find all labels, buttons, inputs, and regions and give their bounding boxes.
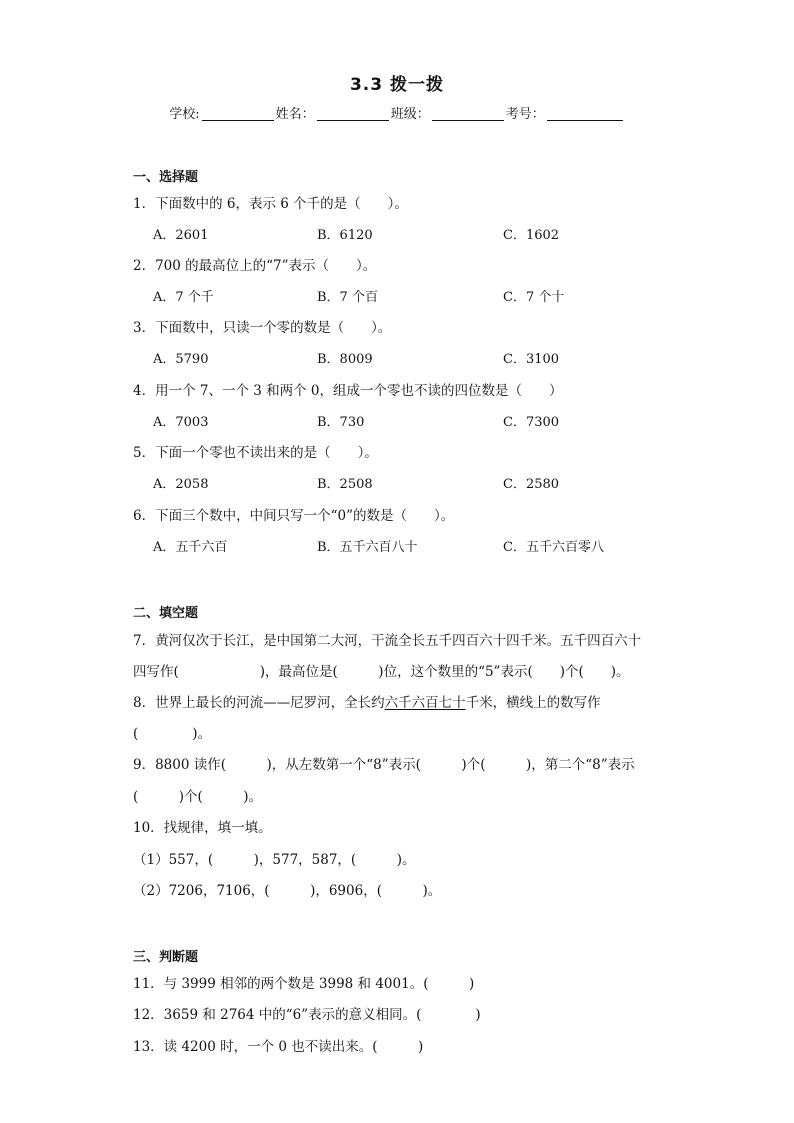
student-info-line <box>0 103 794 122</box>
question-1: 1．下面数中的 6，表示 6 个千的是（ ）。 <box>133 196 408 212</box>
question-7-line-2[interactable]: 四写作( )，最高位是( )位，这个数里的“5”表示( )个( )。 <box>133 664 630 680</box>
question-9-line-2[interactable]: ( )个( )。 <box>133 789 263 805</box>
section-choice-heading: 一、选择题 <box>133 170 199 185</box>
section-judge-heading: 三、判断题 <box>133 950 199 965</box>
q4-option-c[interactable]: C．7300 <box>503 415 560 430</box>
question-4: 4．用一个 7、一个 3 和两个 0，组成一个零也不读的四位数是（ ） <box>133 383 563 399</box>
question-5-options <box>153 473 673 491</box>
name-blank[interactable] <box>317 106 389 121</box>
q5-option-a[interactable]: A．2058 <box>153 477 209 492</box>
question-3: 3．下面数中，只读一个零的数是（ ）。 <box>133 320 392 336</box>
school-blank[interactable] <box>202 106 274 121</box>
question-3-options <box>153 348 673 366</box>
question-10-part-1[interactable]: （1）557，( )，577，587，( )。 <box>133 852 416 868</box>
exam-no-label: 考号： <box>505 107 545 122</box>
question-6-options <box>153 536 673 554</box>
question-7-line-1: 7．黄河仅次于长江，是中国第二大河，干流全长五千四百六十四千米。五千四百六十 <box>133 633 642 649</box>
q1-option-c[interactable]: C．1602 <box>503 228 560 243</box>
q2-option-c[interactable]: C．7 个十 <box>503 290 565 305</box>
q3-option-b[interactable]: B．8009 <box>317 352 373 367</box>
q5-option-c[interactable]: C．2580 <box>503 477 560 492</box>
q8-text-before: 8．世界上最长的河流——尼罗河，全长约 <box>133 695 385 711</box>
question-11[interactable]: 11．与 3999 相邻的两个数是 3998 和 4001。( ) <box>133 976 475 992</box>
name-label: 姓名： <box>275 107 315 122</box>
question-6: 6．下面三个数中，中间只写一个“0”的数是（ ）。 <box>133 508 455 524</box>
school-label: 学校: <box>169 107 200 122</box>
class-blank[interactable] <box>432 106 504 121</box>
question-10-part-2[interactable]: （2）7206，7106，( )，6906，( )。 <box>133 883 442 899</box>
question-8-line-2[interactable]: ( )。 <box>133 726 212 742</box>
q1-option-b[interactable]: B．6120 <box>317 228 373 243</box>
q3-option-c[interactable]: C．3100 <box>503 352 560 367</box>
section-fill-heading: 二、填空题 <box>133 606 199 621</box>
question-9-line-1[interactable]: 9．8800 读作( )，从左数第一个“8”表示( )个( )，第二个“8”表示 <box>133 757 635 773</box>
question-2: 2．700 的最高位上的“7”表示（ ）。 <box>133 258 377 274</box>
question-12[interactable]: 12．3659 和 2764 中的“6”表示的意义相同。( ) <box>133 1007 481 1023</box>
page-title: 3.3 拨一拨 <box>349 75 445 95</box>
q6-option-b[interactable]: B．五千六百八十 <box>317 540 418 555</box>
question-2-options <box>153 286 673 304</box>
exam-no-blank[interactable] <box>547 106 623 121</box>
q8-underlined-number: 六千六百七十 <box>384 695 466 711</box>
q2-option-a[interactable]: A．7 个千 <box>153 290 214 305</box>
question-8-line-1 <box>133 691 601 711</box>
question-1-options <box>153 224 673 242</box>
q2-option-b[interactable]: B．7 个百 <box>317 290 378 305</box>
q6-option-a[interactable]: A．五千六百 <box>153 540 228 555</box>
question-5: 5．下面一个零也不读出来的是（ ）。 <box>133 445 378 461</box>
q5-option-b[interactable]: B．2508 <box>317 477 373 492</box>
question-10: 10．找规律，填一填。 <box>133 820 272 836</box>
q4-option-a[interactable]: A．7003 <box>153 415 209 430</box>
q1-option-a[interactable]: A．2601 <box>153 228 209 243</box>
q4-option-b[interactable]: B．730 <box>317 415 365 430</box>
q3-option-a[interactable]: A．5790 <box>153 352 209 367</box>
q6-option-c[interactable]: C．五千六百零八 <box>503 540 604 555</box>
class-label: 班级： <box>390 107 430 122</box>
question-13[interactable]: 13．读 4200 时，一个 0 也不读出来。( ) <box>133 1039 424 1055</box>
q8-text-after: 千米，横线上的数写作 <box>465 695 601 711</box>
question-4-options <box>153 411 673 429</box>
